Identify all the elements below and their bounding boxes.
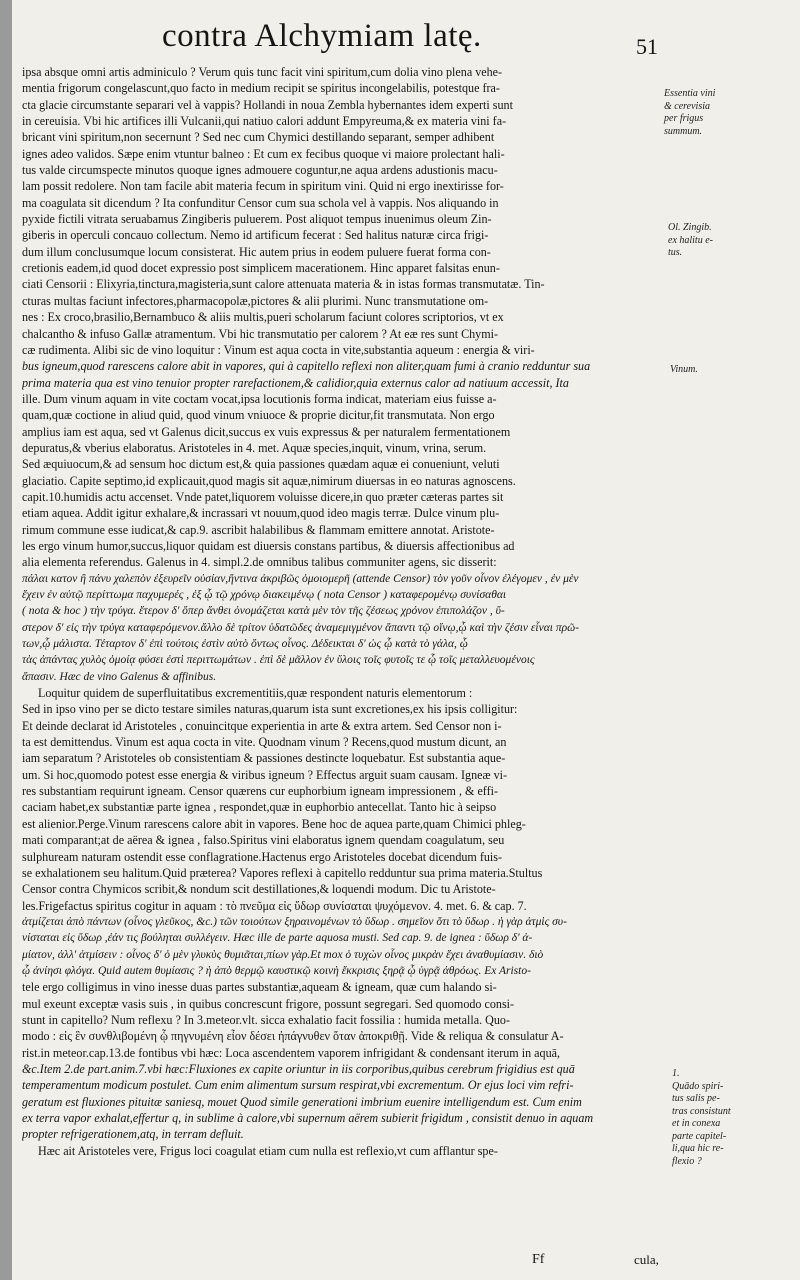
- text-line: sulphuream naturam ostendit esse conflagratione.Hactenus ergo Aristoteles docebat dicendum fuis-: [22, 849, 503, 864]
- text-line: est alienior.Perge.Vinum rarescens calore abit in vapores. Bene hoc de aquea parte,quam Chimici phleg-: [22, 816, 526, 831]
- text-line: res substantiam requirunt igneam. Censor quærens cur euphorbium igneam impressionem , & effi-: [22, 784, 499, 799]
- text-line: um. Si hoc,quomodo potest esse energia & viribus igneum ? Effectus arguit suam causam. Igneæ vi-: [22, 767, 508, 782]
- text-line: cturas multas faciunt infectores,pharmacopolæ,pictores & alii plurimi. Nunc transmutatione om-: [22, 293, 489, 308]
- text-line: in cereuisia. Vbi hic artifices illi Vulcanii,qui natiuo calori addunt Empyreuma,& ex materia vini fa-: [22, 114, 507, 129]
- text-line: les.Frigefactus spiritus cogitur in aquam : τὸ πνεῦμα εἰς ὕδωρ συνίσαται ψυχόμενον. 4. met. 6. & cap. 7.: [22, 898, 527, 913]
- text-line: Et deinde declarat id Aristoteles , conuincitque experientia in arte & extra artem. Sed Censor non i-: [22, 718, 502, 733]
- text-line: ἅπασιν. Hæc de vino Galenus & affinibus.: [22, 670, 217, 683]
- text-line: amplius iam est aqua, sed vt Galenus dicit,succus ex vuis expressus & per naturalem fermentationem: [22, 424, 511, 439]
- text-line: Loquitur quidem de superfluitatibus excrementitiis,quæ respondent naturis elementorum :: [38, 686, 473, 701]
- text-line: των,ᾧ μάλιστα. Τέταρτον δ' ἐπὶ τούτοις ἐστὶν αὐτὸ ὄντως οἶνος. Δέδεικται δ' ὡς ᾧ κατὰ τὸ γάλα, ᾧ: [22, 638, 468, 651]
- text-line: alia elementa referendus. Galenus in 4. simpl.2.de omnibus talibus communiter agens, sic disserit:: [22, 555, 497, 570]
- text-line: στερον δ' εἰς τὴν τρύγα καταφερόμενον.ἄλλο δὲ τρίτον ὑδατῶδες ἀναμεμιγμένον ἅπαντι τῷ οἴνῳ,ᾧ καὶ τὴν ζέσιν εἶναι πρῶ-: [22, 621, 580, 634]
- text-line: bricant vini spiritum,non secernunt ? Sed nec cum Chymici destillando separant, semper adhibent: [22, 130, 495, 145]
- running-head: contra Alchymiam latę.: [162, 18, 482, 54]
- text-line: rimum commune esse iudicat,& cap.9. ascribit halabilibus & flammam emittere annotat. Aristote-: [22, 522, 495, 537]
- margin-note-vinum: Vinum.: [670, 364, 698, 375]
- text-line: cæ rudimenta. Alibi sic de vino loquitur : Vinum est aqua cocta in vite,substantia aqueum : energia & viri-: [22, 342, 535, 357]
- text-line: ἔχειν ἐν αὐτῷ περίττωμα παχυμερές , ἐξ ᾧ τῷ χρόνῳ διακειμένῳ ( nota Censor ) καταφερομένῳ συνίσαθαι: [22, 589, 507, 601]
- text-line: ille. Dum vinum aquam in vite coctam vocat,ipsa locutionis forma indicat, materiam eius fuisse a-: [22, 391, 497, 406]
- text-line: dum illum conclusumque locum consisterat. Hic autem prius in eodem puluere fuerat forma con-: [22, 244, 491, 259]
- text-line: Sed æquiuocum,& ad sensum hoc dictum est,& quia passiones quædam aquæ ei conueniunt, veluti: [22, 457, 500, 472]
- text-line: etiam aquea. Addit igitur exhalare,& incrassari vt nouum,quod ideo magis terræ. Dulce vinum plu-: [22, 506, 500, 521]
- text-line: ipsa absque omni artis adminiculo ? Verum quis tunc facit vini spiritum,cum dolia vino plena vehe-: [22, 65, 503, 79]
- text-line: ma coagulata sit dicendum ? Ita confunditur Censor cum sua schola vel à vappis. Nos aliquando in: [22, 195, 499, 210]
- text-line: les ergo vinum humor,succus,liquor quidam est diuersis constans partibus, & diuersis affectionibus ad: [22, 538, 515, 553]
- signature-mark: Ff: [532, 1252, 545, 1267]
- text-line: τὰς ἁπάντας χυλὸς ὁμοίᾳ φύσει ἐστὶ περιττωμάτων . ἐπὶ δὲ μᾶλλον ἐν ὕλοις τοῖς φυτοῖς τε ᾧ τοῖς μεταλλευομένοις: [22, 654, 535, 667]
- text-line: se exhalationem seu halitum.Quid præterea? Vapores reflexi à capitello redduntur sua prima materia.Stultus: [22, 865, 543, 880]
- text-line: πάλαι κατον ἢ πάνυ χαλεπὸν ἐξευρεῖν οὐσίαν,ἥντινα ἀκριβῶς ὁμοιομερῆ (attende Censor) τὸν γοῦν οἶνον ἐλέγομεν , ἐν μὲν: [22, 572, 579, 585]
- text-line: pyxide fictili vitrata seruabamus Zingiberis puluerem. Post aliquot tempus inuenimus oleum Zin-: [22, 212, 492, 227]
- book-page: [12, 0, 800, 1280]
- text-line: modo : εἰς ἓν συνθλιβομένη ᾧ πηγνυμένη εἶον δέσει ἠπάγνυθεν ὅταν ἀποκριθῇ. Vide & reliqua & consulatur A-: [22, 1029, 564, 1044]
- text-line: cretionis eadem,id quod docet expressio post simplicem macerationem. Hinc apparet falsitas enun-: [22, 261, 500, 276]
- text-line: lam possit redolere. Non tam facile abit materia fecum in spiritum vini. Quid ni ergo inextirisse for-: [22, 179, 504, 194]
- text-line: iam separatum ? Aristoteles ob consistentiam & passiones destincte loquebatur. Est substantia aque-: [22, 751, 506, 766]
- text-line: bus igneum,quod rarescens calore abit in vapores, qui à capitello reflexi non aliter,quam fumi à cranio redduntur sua: [22, 359, 591, 374]
- text-line: capit.10.humidis actu accenset. Vnde patet,liquorem voluisse dicere,in quo præter cæteras partes sit: [22, 489, 504, 504]
- text-line: nes : Ex croco,brasilio,Bernambuco & aliis multis,pueri scholarum faciunt colores scriptorios, vt ex: [22, 310, 504, 325]
- text-line: rist.in meteor.cap.13.de fontibus vbi hæc: Loca ascendentem vaporem infrigidant & condensant iterum in aquā,: [22, 1045, 561, 1060]
- text-line: giberis in operculi concauo collectum. Nemo id artificum fecerat : Sed halitus naturæ circa frigi-: [22, 228, 489, 243]
- text-line: tus valde circumspecte minutos quoque ignes admouere coguntur,ne aqua ardens adustionis macu-: [22, 163, 498, 178]
- text-line: mentia frigorum congelascunt,quo facto in medium recipit se spiritus incongelabilis, potestque fra-: [22, 81, 500, 96]
- margin-note-quando: 1. Quādo spiri- tus salis pe- tras consistunt et in conexa parte capitel- li,qua hic re- flexio ?: [672, 1068, 731, 1167]
- page-number: 51: [636, 34, 658, 59]
- text-line: caciam habet,ex substantiæ parte ignea , respondet,quæ in euphorbio antecellat. Tanto hic à seipso: [22, 800, 497, 815]
- text-line: ex terra vapor exhalat,effertur q, in sublime à calore,vbi supernum aërem subierit frigidum , consistit denuo in aquam: [22, 1111, 594, 1125]
- text-line: ᾧ ἀνίησι φλόγα. Quid autem θυμίασις ? ἡ ἀπὸ θερμῷ καυστικῷ κοινὴ ἔκκρισις ξηρᾷ ᾧ ὑγρᾷ ἀθρόως. Ex Aristo-: [22, 964, 531, 977]
- text-line: mul exeunt exceptæ vasis suis , in quibus concrescunt frigore, possunt segregari. Sed quomodo consi-: [22, 996, 515, 1011]
- text-line: ta est demittendus. Vinum est aqua cocta in vite. Quodnam vinum ? Recens,quod mustum dicunt, an: [22, 735, 507, 750]
- text-line: cta glacie circumstante separari vel à vappis? Hollandi in noua Zembla hybernantes idem experti sunt: [22, 97, 513, 112]
- text-line: ignes adeo validos. Sæpe enim vtuntur balneo : Et cum ex fecibus quoque vi maiore prolectant hali-: [22, 146, 505, 161]
- text-line: &c.Item 2.de part.anim.7.vbi hæc:Fluxiones ex capite oriuntur in iis corporibus,quibus cerebrum frigidius est quā: [22, 1061, 575, 1076]
- text-line: temperamentum modicum postulet. Cum enim alimentum sursum respirat,vbi excrementum. Or ejus loci vim refri-: [22, 1078, 574, 1093]
- text-line: geratum est fluxiones pituitæ saniesq, mouet Quod simile generationi imbrium euenire intelligendum est. Cum enim: [22, 1094, 582, 1109]
- text-line: ἀτμίζεται ἀπὸ πάντων (οἶνος γλεῦκος, &c.) τῶν τοιούτων ξηραινομένων τὸ ὕδωρ . σημεῖον ὅτι τὸ ὕδωρ . ἡ γὰρ ἀτμὶς συ-: [22, 915, 567, 928]
- text-line: mati comparant;at de aërea & ignea , falso.Spiritus vini elaboratus ignem quendam coagulatum, seu: [22, 833, 505, 848]
- text-line: propter refrigerationem,atq, in terram defluit.: [22, 1127, 244, 1142]
- text-line: νίσταται εἰς ὕδωρ ,ἐάν τις βούληται συλλέγειν. Hæc ille de parte aquosa musti. Sed cap. 9. de ignea : ὕδωρ δ' ἀ-: [22, 932, 533, 945]
- text-line: ( nota & hoc ) τὴν τρύγα. ἕτερον δ' ὅπερ ἄνθει ὀνομάζεται κατὰ μὲν τὸν τῆς ζέσεως χρόνον ἐπιπολάζον , ὕ-: [22, 605, 505, 618]
- text-line: prima materia qua est vino tenuior propter rarefactionem,& calidior,quia externus calor ad natiuum accessit, Ita: [22, 375, 569, 390]
- margin-note-essentia: Essentia vini & cerevisia per frigus summum.: [664, 88, 716, 137]
- text-line: Censor contra Chymicos scribit,& nondum scit destillationes,& loquendi modum. Dic tu Aristote-: [22, 882, 496, 897]
- text-line: Sed in ipso vino per se dicto testare similes naturas,quarum ista sunt excretiones,ex his ipsis colligitur:: [22, 702, 518, 717]
- text-line: Hæc ait Aristoteles vere, Frigus loci coagulat etiam cum nulla est reflexio,vt cum afflantur spe-: [38, 1143, 498, 1158]
- main-text-column: [22, 64, 662, 1159]
- margin-note-zingiber: Ol. Zingib. ex halitu e- tus.: [668, 222, 713, 258]
- text-line: glaciatio. Capite septimo,id explicauit,quod magis sit aquæ,nimirum diuersas in eo naturas agnoscens.: [22, 473, 516, 488]
- text-line: depuratus,& vberius elaboratus. Aristoteles in 4. met. Aquæ species,inquit, vinum, vrina, serum.: [22, 440, 487, 455]
- text-line: μίατον, ἀλλ' ἀτμίσειν : οἶνος δ' ὁ μὲν γλυκὺς θυμιᾶται,πίων γὰρ.Et mox ὁ τυχὼν οἶνος μικρὰν ἔχει ἀναθυμίασιν. διὸ: [22, 948, 544, 961]
- catchword: cula,: [634, 1252, 659, 1267]
- text-line: tele ergo colligimus in vino inesse duas partes substantiæ,aqueam & igneam, quæ cum halando si-: [22, 980, 497, 995]
- text-line: chalcantho & infuso Gallæ atramentum. Vbi hic transmutatio per calorem ? At eæ res sunt Chymi-: [22, 326, 499, 341]
- text-line: stunt in capitello? Num reflexu ? In 3.meteor.vlt. sicca exhalatio facit fossilia : humida metalla. Quo-: [22, 1012, 510, 1027]
- text-line: ciati Censorii : Elixyria,tinctura,magisteria,sunt calore attenuata materia & in istas formas transmutatæ. Tin-: [22, 277, 545, 292]
- text-line: quam,quæ coctione in aliud quid, quod vinum vniuoce & proprie dicitur,fit transmutata. Non ergo: [22, 408, 495, 423]
